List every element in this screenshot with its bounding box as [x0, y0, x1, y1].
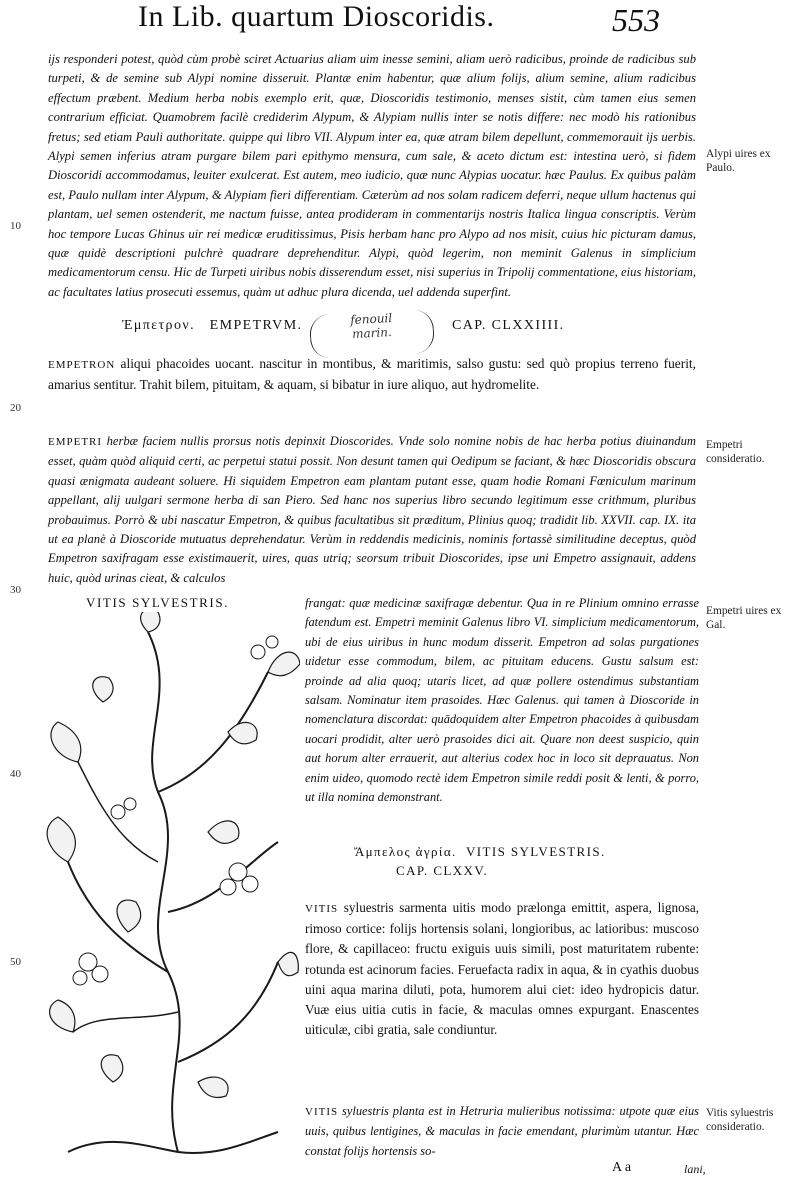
commentary-paragraph-alypum	[48, 50, 696, 302]
commentary-paragraph-empetrum	[48, 432, 696, 588]
line-number: 30	[10, 584, 21, 596]
commentary-text: frangat: quæ medicinæ saxifragæ debentur. Qua in re Plinium omnino errasse fatendum est. Empetri meminit Galenus libro VI. simplicium medicamentorum, ubi de eius uiribus in hunc modum disserit. Empetron ad solas purgationes uidetur esse commodum, bilem, ac pituitam educens. Gustu salsum est: proinde ad alia quoq; utaris licet, ad quæ pollere ostendimus substantiam salsam. Nominatur item prasoides. Hæc Galenus. qui tamen à Dioscoride in nomenclatura discordat: quādoquidem alter Empetron phacoides à quibusdam uocari prodidit, alter uerò prasoides dici ait. Quare non deest suspicio, quin aut horum alter errauerit, aut alterius codex hoc in loco sit deprauatus. Non enim uideo, quomodo rectè idem Empetron simile reddi posit & lenti, & porro, ut illa nomina demonstrant.	[305, 596, 699, 805]
annotation-line: marin.	[351, 324, 393, 342]
commentary-paragraph-empetrum-continued	[305, 594, 699, 807]
catchword: lani,	[684, 1162, 706, 1176]
page-number: 553	[612, 2, 660, 38]
chapter-number-174: CAP. CLXXIIII.	[452, 318, 565, 333]
commentary-text: herbæ faciem nullis prorsus notis depinxit Dioscorides. Vnde solo nomine nobis de hac herba potius diuinandum esset, quàm quòd aliquid certi, ac perpetui statui possit. Non desunt tamen qui Oedipum se faciant, & hæc Dioscoridis obscura quasi ænigmata audeant soluere. Hi siquidem Empetron eam plantam putant esse, quam hodie Romani Fœniculum marinum appellant, alij uulgari sermone herba di san Piero. Sed hanc nos superius libro secundo legitimum esse crithmum, pluribus probauimus. Porrò & ubi nascatur Empetron, & quibus facultatibus sit præditum, Plinius quoq; tradidit lib. XXVII. cap. IX. ita ut ea planè à Dioscoride mutuatus deprehendatur. Verùm in reddendis medicinis, nominis fortassè similitudine deceptus, quòd Empetron saxifragam esse existimauerit, uires, quas utriq; seorsum tribuit Dioscorides, ipse uni Empetro assignauit, addens huic, quòd urinas cieat, & calculos	[48, 434, 696, 585]
signature-mark: A a	[612, 1160, 632, 1175]
commentary-paragraph-vitis	[305, 1102, 699, 1161]
heading-greek: Ἄμπελος ἀγρία.	[354, 844, 457, 859]
margin-note: Vitis syluestris consideratio.	[706, 1107, 774, 1133]
margin-note: Alypi uires ex Paulo.	[706, 148, 771, 174]
margin-note: Empetri uires ex Gal.	[706, 605, 782, 631]
dioscorides-text-vitis	[305, 898, 699, 1040]
line-number: 40	[10, 768, 21, 780]
line-number: 10	[10, 220, 21, 232]
line-number: 50	[10, 956, 21, 968]
dioscorides-text-empetrum	[48, 354, 696, 395]
running-title: In Lib. quartum Dioscoridis.	[138, 0, 495, 33]
handwritten-annotation	[309, 309, 435, 359]
lead-word: EMPETRON	[48, 359, 116, 371]
commentary-text: ijs responderi potest, quòd cùm probè sciret Actuarius aliam uim inesse semini, aliam uerò radicibus, proinde de radicibus sub turpeti, & de semine sub Alypi nomine disseruit. Plantæ enim habentur, quæ alium folijs, alium semine, alium radicibus effectum præbent. Medium herba nobis exemplo erit, quæ, Dioscoridis testimonio, menses sistit, cùm tamen eius semen contrarium efficiat. Quamobrem facilè crediderim Alypum, & Alypiam nullis inter se notis differe: nec modò his rationibus fretus; sed etiam Pauli authoritate. quippe qui libro VII. Alypum inter ea, quæ atram bilem depellunt, commemorauit ijs uerbis. Alypi semen inferius atram purgare bilem pari epithymo mensura, cum sale, & aceto dictum est: intestina uerò, si fidem Dioscoridi accommodamus, leuiter exulcerat. Est autem, meo iudicio, quæ nunc Alypias uocatur. hæc Paulus. Ex quibus palàm est, Paulo nullam inter Alypum, & Alypiam fieri differentiam. Cæterùm ad nos solam radicem deferri, neque ullum hactenus qui plantam, uel semen ostenderit, me nactum fuisse, antea prodideram in commentarijs nostris Italica lingua conscriptis. Verùm hoc tempore Lucas Ghinus uir rei medicæ eruditissimus, Pisis herbam hanc pro Alypo ad nos misit, cuius hic picturam damus, quæ quidè descriptioni pulchrè quadrare deprehenditur. Alypi, quòd legerim, non meminit Galenus in simplicium medicamentorum censu. Hic de Turpeti uiribus nobis disserendum esset, nisi superius in Tripolij commentatione, eius historiam, ac facultates latius prosecuti essemus, quàm ut adhuc plura dicenda, uel addenda superfint.	[48, 52, 696, 299]
heading-latin: VITIS SYLVESTRIS.	[466, 844, 606, 859]
section-heading-vitis	[354, 844, 606, 860]
heading-greek: Ἐμπετρον.	[122, 318, 195, 333]
line-number: 20	[10, 402, 21, 414]
heading-latin: EMPETRVM.	[209, 318, 303, 333]
vitis-sylvestris-woodcut	[28, 612, 300, 1164]
description-text: syluestris sarmenta uitis modo prælonga emittit, aspera, lignosa, rimoso cortice: folijs hortensis solani, longioribus, ac latioribus: muscoso flore, & capillaceo: fructu exiguis uuis simili, post maturitatem rubente: rotunda est acinorum facies. Feruefacta radix in aqua, & in cyathis duobus uini aqua marina diluti, pota, humorem alui ciet: ideo hydropicis datur. Vuæ eius uitia cutis in facie, & maculas omnes expurgant. Enascentes uiticulæ, cibi gratia, sale condiuntur.	[305, 900, 699, 1038]
chapter-number-175: CAP. CLXXV.	[396, 863, 489, 878]
section-heading-empetrum	[122, 318, 302, 334]
lead-word: EMPETRI	[48, 436, 103, 448]
commentary-text: syluestris planta est in Hetruria mulieribus notissima: utpote quæ eius uuis, quibus lentigines, & maculas in facie emendant, plurimùm utantur. Hæc constat folijs hortensis so-	[305, 1104, 699, 1158]
lead-word: VITIS	[305, 1106, 339, 1118]
annotation-line: fenouil	[349, 310, 393, 328]
figure-caption: VITIS SYLVESTRIS.	[86, 595, 230, 610]
description-text: aliqui phacoides uocant. nascitur in montibus, & maritimis, salso gustu: sed quò propius terreno fuerit, amarius sentitur. Trahit bilem, pituitam, & aquam, si bibatur in iure aliquo, aut hydromelite.	[48, 356, 696, 392]
margin-note: Empetri consideratio.	[706, 439, 765, 465]
lead-word: VITIS	[305, 903, 339, 915]
